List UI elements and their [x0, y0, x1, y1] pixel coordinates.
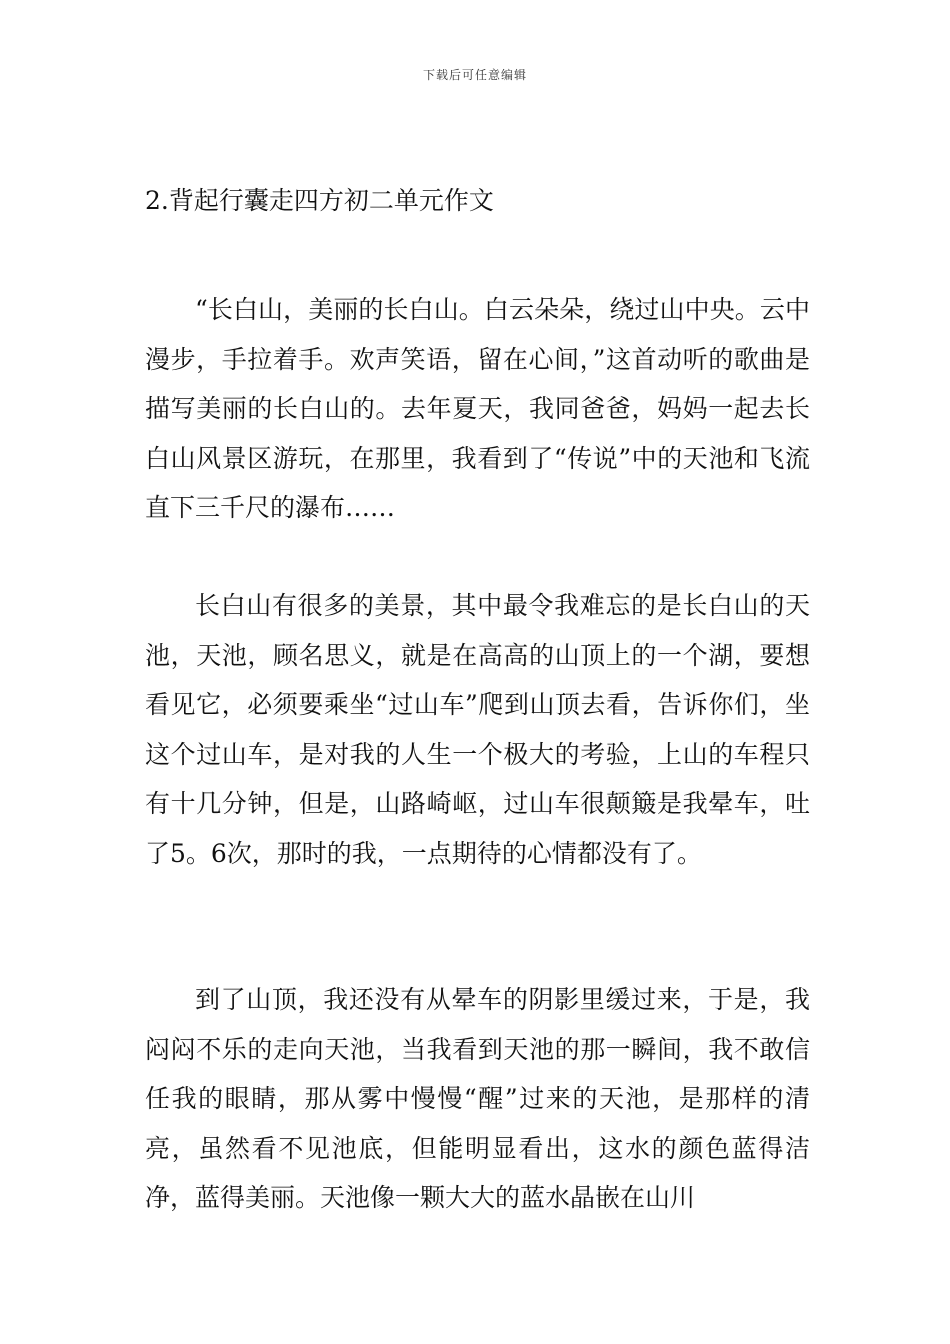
- document-title: 2.背起行囊走四方初二单元作文: [145, 186, 494, 215]
- paragraph-2: 长白山有很多的美景，其中最令我难忘的是长白山的天池，天池，顾名思义，就是在高高的山顶上的一个湖，要想看见它，必须要乘坐“过山车”爬到山顶去看，告诉你们，坐这个过山车，是对我的人生一个极大的考验，上山的车程只有十几分钟，但是，山路崎岖，过山车很颠簸是我晕车，吐了5。6次，那时的我，一点期待的心情都没有了。: [145, 591, 810, 868]
- paragraph-3: 到了山顶，我还没有从晕车的阴影里缓过来，于是，我闷闷不乐的走向天池，当我看到天池的那一瞬间，我不敢信任我的眼睛，那从雾中慢慢“醒”过来的天池，是那样的清亮，虽然看不见池底，但能明显看出，这水的颜色蓝得洁净，蓝得美丽。天池像一颗大大的蓝水晶嵌在山川: [145, 985, 810, 1212]
- paragraph-1: “长白山，美丽的长白山。白云朵朵，绕过山中央。云中漫步，手拉着手。欢声笑语，留在心间，”这首动听的歌曲是描写美丽的长白山的。去年夏天，我同爸爸，妈妈一起去长白山风景区游玩，在那里，我看到了“传说”中的天池和飞流直下三千尺的瀑布……: [145, 295, 810, 522]
- page-header-note: 下载后可任意编辑: [422, 68, 527, 82]
